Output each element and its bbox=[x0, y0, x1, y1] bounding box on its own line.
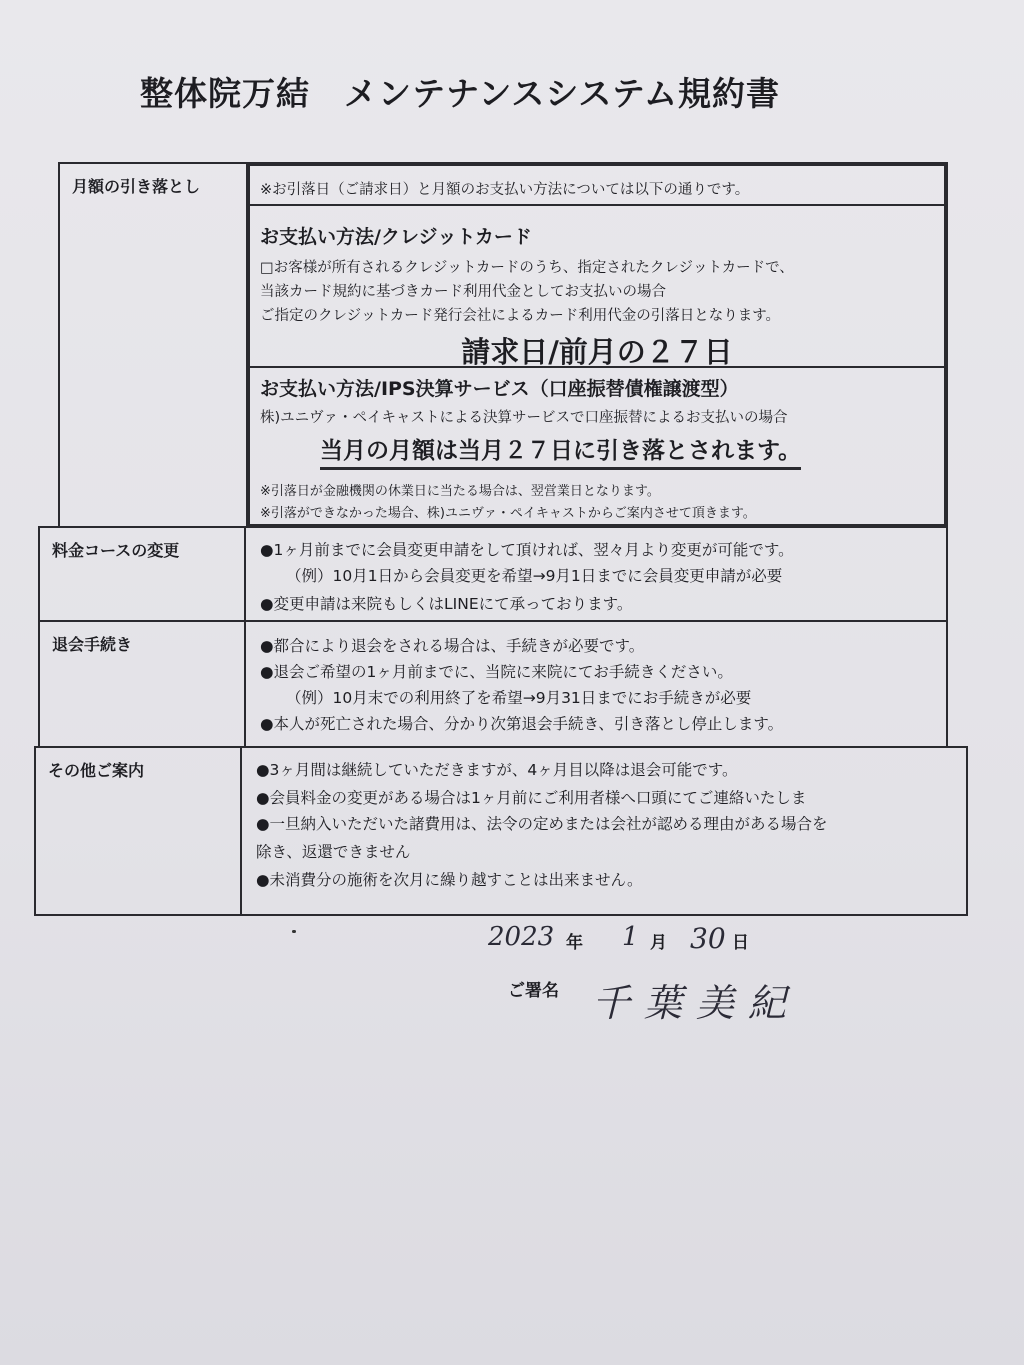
section-label-monthly: 月額の引き落とし bbox=[60, 164, 248, 526]
section-label-course: 料金コースの変更 bbox=[40, 528, 246, 620]
ips-highlight: 当月の月額は当月２７日に引き落とされます。 bbox=[320, 432, 801, 470]
credit-heading: お支払い方法/クレジットカード bbox=[260, 226, 532, 248]
signature-label: ご署名 bbox=[508, 981, 559, 1001]
section-label-other: その他ご案内 bbox=[36, 748, 242, 914]
ips-line: 株)ユニヴァ・ペイキャストによる決算サービスで口座振替によるお支払いの場合 bbox=[260, 410, 788, 426]
section-course bbox=[38, 526, 948, 622]
day-unit: 日 bbox=[732, 933, 749, 953]
handwritten-year: 2023 bbox=[488, 922, 555, 952]
ips-heading: お支払い方法/IPS決算サービス（口座振替債権譲渡型） bbox=[260, 378, 739, 400]
billing-date: 請求日/前月の２７日 bbox=[461, 335, 733, 369]
other-line: 除き、返還できません bbox=[256, 843, 411, 861]
course-line: ●1ヶ月前までに会員変更申請をして頂ければ、翌々月より変更が可能です。 bbox=[260, 541, 794, 559]
credit-card-box bbox=[248, 204, 946, 368]
other-line: ●会員料金の変更がある場合は1ヶ月前にご利用者様へ口頭にてご連絡いたしま bbox=[256, 789, 807, 807]
withdraw-line: ●都合により退会をされる場合は、手続きが必要です。 bbox=[260, 637, 645, 655]
section-other bbox=[34, 746, 968, 916]
section-monthly bbox=[58, 162, 948, 528]
document-title bbox=[140, 68, 860, 115]
credit-line: ご指定のクレジットカード発行会社によるカード利用代金の引落日となります。 bbox=[260, 308, 781, 324]
handwritten-signature: 千葉美紀 bbox=[592, 981, 801, 1025]
document-name: メンテナンスシステム規約書 bbox=[344, 74, 781, 113]
clinic-name: 整体院万結 bbox=[140, 74, 310, 113]
withdraw-line: ●退会ご希望の1ヶ月前までに、当院に来院にてお手続きください。 bbox=[260, 663, 733, 681]
monthly-note: ※お引落日（ご請求日）と月額のお支払い方法については以下の通りです。 bbox=[260, 182, 750, 198]
ips-note: ※引落日が金融機関の休業日に当たる場合は、翌営業日となります。 bbox=[260, 484, 660, 499]
handwritten-month: 1 bbox=[622, 922, 639, 952]
section-label-withdraw: 退会手続き bbox=[40, 622, 246, 746]
withdraw-line: （例）10月末での利用終了を希望→9月31日までにお手続きが必要 bbox=[286, 689, 752, 707]
withdraw-line: ●本人が死亡された場合、分かり次第退会手続き、引き落とし停止します。 bbox=[260, 715, 784, 733]
ips-box bbox=[248, 366, 946, 526]
other-line: ●一旦納入いただいた諸費用は、法令の定めまたは会社が認める理由がある場合を bbox=[256, 815, 828, 833]
credit-line: 当該カード規約に基づきカード利用代金としてお支払いの場合 bbox=[260, 284, 666, 300]
credit-line: □お客様が所有されるクレジットカードのうち、指定されたクレジットカードで、 bbox=[260, 260, 794, 276]
section-withdraw bbox=[38, 620, 948, 748]
other-line: ●未消費分の施術を次月に繰り越すことは出来ません。 bbox=[256, 871, 643, 889]
month-unit: 月 bbox=[650, 933, 667, 953]
monthly-note-box bbox=[248, 164, 946, 206]
handwritten-day: 30 bbox=[690, 922, 726, 955]
course-line: （例）10月1日から会員変更を希望→9月1日までに会員変更申請が必要 bbox=[286, 567, 783, 585]
ips-note: ※引落ができなかった場合、株)ユニヴァ・ペイキャストからご案内させて頂きます。 bbox=[260, 506, 756, 521]
stray-mark bbox=[292, 930, 296, 933]
other-line: ●3ヶ月間は継続していただきますが、4ヶ月目以降は退会可能です。 bbox=[256, 761, 738, 779]
course-line: ●変更申請は来院もしくはLINEにて承っております。 bbox=[260, 595, 633, 613]
year-unit: 年 bbox=[566, 933, 583, 953]
